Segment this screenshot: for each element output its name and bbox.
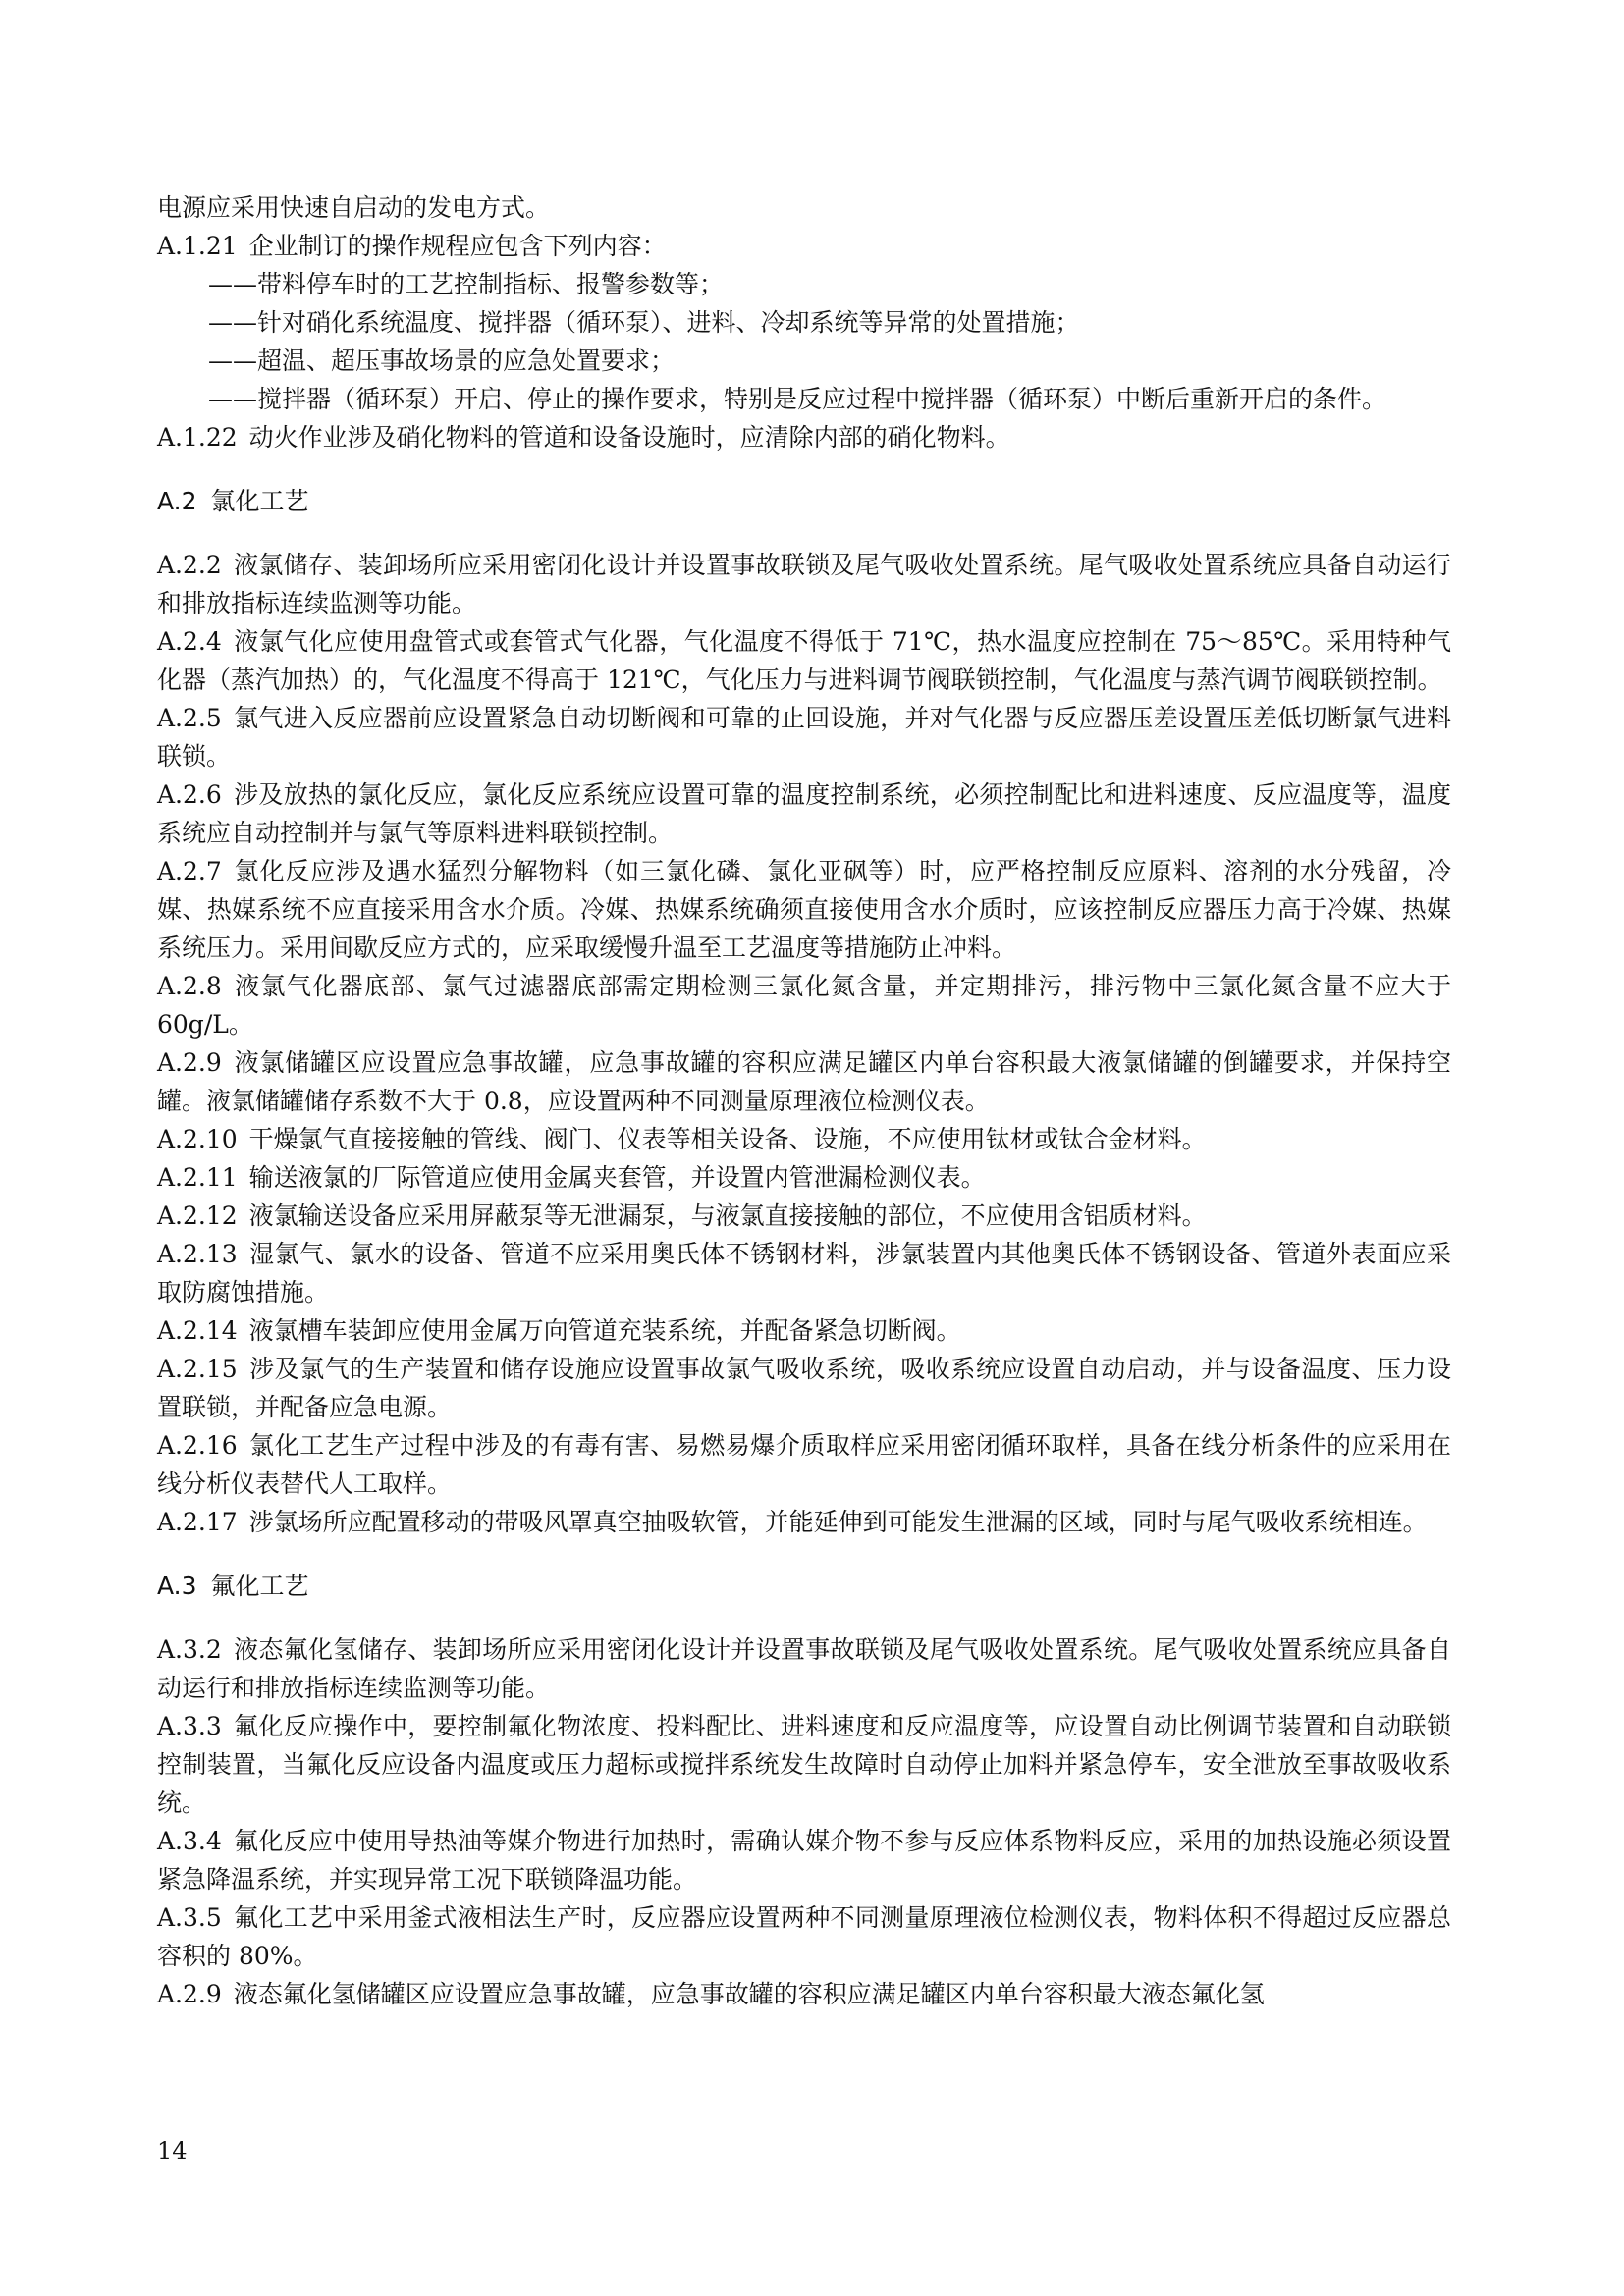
clause-number: A.1.22 bbox=[157, 423, 238, 452]
clause-text: 液氯输送设备应采用屏蔽泵等无泄漏泵，与液氯直接接触的部位，不应使用含铝质材料。 bbox=[248, 1201, 1207, 1230]
clause-item bbox=[157, 546, 1451, 622]
clause-number: A.2.16 bbox=[157, 1431, 238, 1460]
section-heading-a3 bbox=[157, 1567, 1451, 1605]
clause-text: 氯气进入反应器前应设置紧急自动切断阀和可靠的止回设施，并对气化器与反应器压差设置压差低切断氯气进料联锁。 bbox=[157, 704, 1451, 771]
section-a2-clauses bbox=[157, 546, 1451, 1541]
clause-item bbox=[157, 1197, 1451, 1235]
clause-number: A.2.2 bbox=[157, 551, 222, 579]
clause-text: 氟化反应操作中，要控制氟化物浓度、投料配比、进料速度和反应温度等，应设置自动比例调节装置和自动联锁控制装置，当氟化反应设备内温度或压力超标或搅拌系统发生故障时自动停止加料并紧急停车，安全泄放至事故吸收系统。 bbox=[157, 1712, 1451, 1817]
list-item: ——带料停车时的工艺控制指标、报警参数等； bbox=[208, 270, 725, 298]
clause-item bbox=[157, 1120, 1451, 1158]
clause-number: A.2.11 bbox=[157, 1163, 238, 1192]
document-page bbox=[157, 188, 1451, 2013]
list-item bbox=[157, 380, 1451, 418]
list-item-text: ——搅拌器（循环泵）开启、停止的操作要求，特别是反应过程中搅拌器（循环泵）中断后重新开启的条件。 bbox=[208, 385, 1387, 413]
clause-number: A.2.10 bbox=[157, 1125, 238, 1153]
clause-a1-22 bbox=[157, 418, 1451, 456]
clause-text: 氟化工艺中采用釜式液相法生产时，反应器应设置两种不同测量原理液位检测仪表，物料体积不得超过反应器总容积的 80%。 bbox=[157, 1903, 1451, 1970]
clause-number: A.2.5 bbox=[157, 704, 222, 732]
clause-number: A.2.6 bbox=[157, 780, 222, 809]
clause-number: A.1.21 bbox=[157, 232, 238, 260]
clause-number: A.2.15 bbox=[157, 1355, 238, 1383]
clause-text: 液态氟化氢储罐区应设置应急事故罐，应急事故罐的容积应满足罐区内单台容积最大液态氟化氢 bbox=[233, 1980, 1265, 2008]
clause-text: 企业制订的操作规程应包含下列内容： bbox=[248, 232, 667, 260]
clause-text: 液氯气化应使用盘管式或套管式气化器，气化温度不得低于 71℃，热水温度应控制在 75～85℃。采用特种气化器（蒸汽加热）的，气化温度不得高于 121℃，气化压力与进料调节阀联锁控制，气化温度与蒸汽调节阀联锁控制。 bbox=[157, 627, 1451, 694]
clause-number: A.2.9 bbox=[157, 1048, 222, 1077]
clause-text: 液氯储存、装卸场所应采用密闭化设计并设置事故联锁及尾气吸收处置系统。尾气吸收处置系统应具备自动运行和排放指标连续监测等功能。 bbox=[157, 551, 1451, 617]
section-heading-a2 bbox=[157, 482, 1451, 520]
clause-number: A.2.9 bbox=[157, 1980, 222, 2008]
clause-text: 氟化反应中使用导热油等媒介物进行加热时，需确认媒介物不参与反应体系物料反应，采用的加热设施必须设置紧急降温系统，并实现异常工况下联锁降温功能。 bbox=[157, 1827, 1451, 1894]
clause-item bbox=[157, 1898, 1451, 1975]
clause-text: 液态氟化氢储存、装卸场所应采用密闭化设计并设置事故联锁及尾气吸收处置系统。尾气吸收处置系统应具备自动运行和排放指标连续监测等功能。 bbox=[157, 1635, 1451, 1702]
continuation-paragraph: 电源应采用快速自启动的发电方式。 bbox=[157, 193, 551, 222]
clause-item bbox=[157, 1630, 1451, 1707]
clause-text: 涉及放热的氯化反应，氯化反应系统应设置可靠的温度控制系统，必须控制配比和进料速度、反应温度等，温度系统应自动控制并与氯气等原料进料联锁控制。 bbox=[157, 780, 1451, 847]
clause-item bbox=[157, 775, 1451, 852]
clause-item bbox=[157, 1975, 1451, 2013]
clause-item bbox=[157, 1311, 1451, 1350]
clause-text: 涉及氯气的生产装置和储存设施应设置事故氯气吸收系统，吸收系统应设置自动启动，并与设备温度、压力设置联锁，并配备应急电源。 bbox=[157, 1355, 1451, 1421]
clause-number: A.2.13 bbox=[157, 1240, 238, 1268]
clause-text: 液氯气化器底部、氯气过滤器底部需定期检测三氯化氮含量，并定期排污，排污物中三氯化氮含量不应大于 60g/L。 bbox=[157, 972, 1451, 1039]
clause-text: 氯化工艺生产过程中涉及的有毒有害、易燃易爆介质取样应采用密闭循环取样，具备在线分析条件的应采用在线分析仪表替代人工取样。 bbox=[157, 1431, 1451, 1498]
clause-item bbox=[157, 1426, 1451, 1503]
clause-number: A.3.3 bbox=[157, 1712, 222, 1740]
section-a3-clauses bbox=[157, 1630, 1451, 2013]
clause-item bbox=[157, 1822, 1451, 1898]
list-item: ——超温、超压事故场景的应急处置要求； bbox=[208, 347, 676, 375]
clause-item bbox=[157, 967, 1451, 1043]
clause-text: 涉氯场所应配置移动的带吸风罩真空抽吸软管，并能延伸到可能发生泄漏的区域，同时与尾气吸收系统相连。 bbox=[248, 1508, 1428, 1536]
clause-item bbox=[157, 1707, 1451, 1822]
clause-text: 液氯槽车装卸应使用金属万向管道充装系统，并配备紧急切断阀。 bbox=[248, 1316, 961, 1345]
clause-item bbox=[157, 699, 1451, 775]
section-title: 氯化工艺 bbox=[210, 487, 309, 515]
clause-text: 液氯储罐区应设置应急事故罐，应急事故罐的容积应满足罐区内单台容积最大液氯储罐的倒罐要求，并保持空罐。液氯储罐储存系数不大于 0.8，应设置两种不同测量原理液位检测仪表。 bbox=[157, 1048, 1451, 1115]
clause-number: A.2.12 bbox=[157, 1201, 238, 1230]
clause-number: A.2.17 bbox=[157, 1508, 238, 1536]
clause-number: A.3.2 bbox=[157, 1635, 222, 1664]
clause-item bbox=[157, 1350, 1451, 1426]
section-number: A.2 bbox=[157, 487, 197, 515]
list-item: ——针对硝化系统温度、搅拌器（循环泵）、进料、冷却系统等异常的处置措施； bbox=[208, 308, 1080, 337]
clause-number: A.2.14 bbox=[157, 1316, 238, 1345]
clause-item bbox=[157, 1235, 1451, 1311]
clause-item bbox=[157, 852, 1451, 967]
clause-text: 输送液氯的厂际管道应使用金属夹套管，并设置内管泄漏检测仪表。 bbox=[248, 1163, 986, 1192]
clause-text: 动火作业涉及硝化物料的管道和设备设施时，应清除内部的硝化物料。 bbox=[248, 423, 1010, 452]
clause-number: A.2.7 bbox=[157, 857, 222, 885]
clause-a1-21 bbox=[157, 227, 1451, 265]
clause-text: 干燥氯气直接接触的管线、阀门、仪表等相关设备、设施，不应使用钛材或钛合金材料。 bbox=[248, 1125, 1207, 1153]
clause-item bbox=[157, 1043, 1451, 1120]
section-title: 氟化工艺 bbox=[210, 1572, 309, 1600]
clause-text: 湿氯气、氯水的设备、管道不应采用奥氏体不锈钢材料，涉氯装置内其他奥氏体不锈钢设备、管道外表面应采取防腐蚀措施。 bbox=[157, 1240, 1451, 1307]
section-number: A.3 bbox=[157, 1572, 197, 1600]
clause-number: A.3.5 bbox=[157, 1903, 222, 1932]
clause-number: A.2.8 bbox=[157, 972, 222, 1000]
page-number: 14 bbox=[157, 2137, 188, 2164]
clause-item bbox=[157, 1503, 1451, 1541]
clause-text: 氯化反应涉及遇水猛烈分解物料（如三氯化磷、氯化亚砜等）时，应严格控制反应原料、溶剂的水分残留，冷媒、热媒系统不应直接采用含水介质。冷媒、热媒系统确须直接使用含水介质时，应该控制反应器压力高于冷媒、热媒系统压力。采用间歇反应方式的，应采取缓慢升温至工艺温度等措施防止冲料。 bbox=[157, 857, 1451, 962]
clause-item bbox=[157, 1158, 1451, 1197]
clause-number: A.3.4 bbox=[157, 1827, 222, 1855]
clause-item bbox=[157, 622, 1451, 699]
clause-number: A.2.4 bbox=[157, 627, 222, 656]
